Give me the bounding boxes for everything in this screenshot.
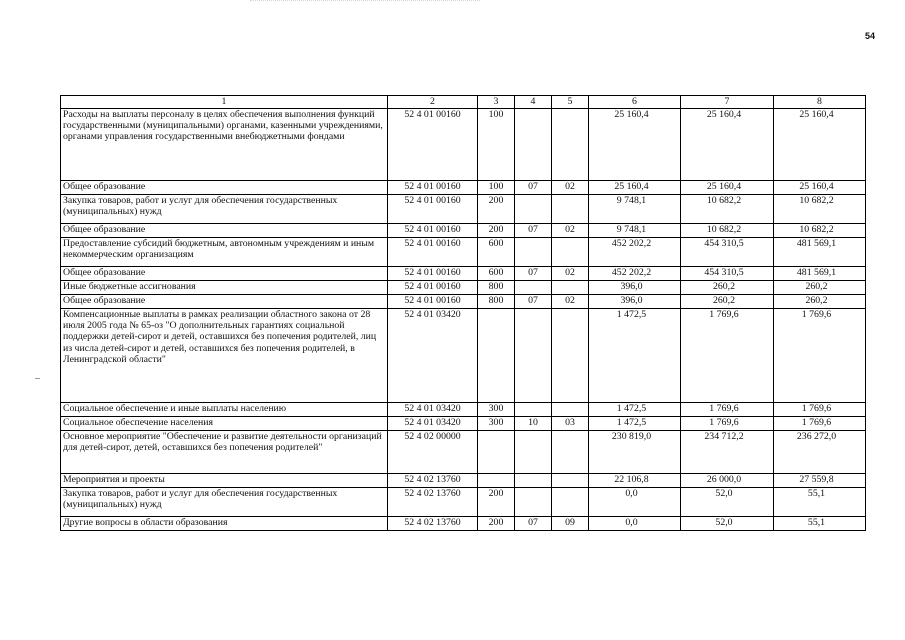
- amount-col8-cell: 481 569,1: [774, 238, 866, 267]
- subsection-cell: [552, 238, 589, 267]
- row-name-cell: Мероприятия и проекты: [61, 474, 388, 488]
- row-name-cell: Компенсационные выплаты в рамках реализации областного закона от 28 июля 2005 года № 65-оз "О дополнительных гарантиях социальной поддержки детей-сирот и детей, оставшихся без попечения родителей, лиц из числа детей-сирот и детей, оставшихся без попечения родителей, в Ленинградской области": [61, 309, 388, 403]
- row-name-cell: Социальное обеспечение и иные выплаты населению: [61, 403, 388, 417]
- expense-type-cell: 200: [478, 488, 515, 517]
- target-article-cell: 52 4 01 00160: [388, 238, 478, 267]
- subsection-cell: [552, 431, 589, 474]
- amount-col6-cell: 25 160,4: [589, 109, 681, 181]
- table-row: [61, 281, 866, 295]
- amount-col7-cell: 454 310,5: [681, 267, 774, 281]
- page-number: 54: [864, 31, 875, 41]
- section-cell: [515, 488, 552, 517]
- amount-col8-cell: 55,1: [774, 488, 866, 517]
- section-cell: 07: [515, 224, 552, 238]
- table-row: [61, 238, 866, 267]
- amount-col8-cell: 25 160,4: [774, 109, 866, 181]
- target-article-cell: 52 4 02 00000: [388, 431, 478, 474]
- scan-artifact: [35, 378, 40, 379]
- column-header: 8: [774, 96, 866, 109]
- target-article-cell: 52 4 01 03420: [388, 403, 478, 417]
- amount-col7-cell: 10 682,2: [681, 195, 774, 224]
- amount-col7-cell: 10 682,2: [681, 224, 774, 238]
- table-row: [61, 417, 866, 431]
- expense-type-cell: 200: [478, 517, 515, 531]
- row-name-cell: Предоставление субсидий бюджетным, автономным учреждениям и иным некоммерческим организациям: [61, 238, 388, 267]
- amount-col8-cell: 260,2: [774, 295, 866, 309]
- subsection-cell: 02: [552, 181, 589, 195]
- amount-col7-cell: 1 769,6: [681, 309, 774, 403]
- header-row: [61, 96, 866, 109]
- row-name-cell: Основное мероприятие "Обеспечение и развитие деятельности организаций для детей-сирот, детей, оставшихся без попечения родителей": [61, 431, 388, 474]
- amount-col7-cell: 25 160,4: [681, 109, 774, 181]
- section-cell: [515, 431, 552, 474]
- amount-col6-cell: 9 748,1: [589, 195, 681, 224]
- target-article-cell: 52 4 02 13760: [388, 517, 478, 531]
- expense-type-cell: 300: [478, 417, 515, 431]
- expense-type-cell: [478, 309, 515, 403]
- subsection-cell: 03: [552, 417, 589, 431]
- row-name-cell: Социальное обеспечение населения: [61, 417, 388, 431]
- section-cell: 07: [515, 267, 552, 281]
- amount-col8-cell: 260,2: [774, 281, 866, 295]
- expense-type-cell: 600: [478, 267, 515, 281]
- subsection-cell: [552, 474, 589, 488]
- amount-col8-cell: 481 569,1: [774, 267, 866, 281]
- section-cell: [515, 403, 552, 417]
- section-cell: [515, 238, 552, 267]
- target-article-cell: 52 4 01 03420: [388, 309, 478, 403]
- row-name-cell: Общее образование: [61, 224, 388, 238]
- section-cell: [515, 195, 552, 224]
- expense-type-cell: [478, 431, 515, 474]
- amount-col8-cell: 27 559,8: [774, 474, 866, 488]
- row-name-cell: Общее образование: [61, 267, 388, 281]
- amount-col6-cell: 452 202,2: [589, 267, 681, 281]
- amount-col6-cell: 0,0: [589, 488, 681, 517]
- amount-col6-cell: 230 819,0: [589, 431, 681, 474]
- column-header: 6: [589, 96, 681, 109]
- target-article-cell: 52 4 01 00160: [388, 224, 478, 238]
- expense-type-cell: 200: [478, 195, 515, 224]
- budget-table: [60, 95, 866, 531]
- subsection-cell: 02: [552, 295, 589, 309]
- row-name-cell: Общее образование: [61, 295, 388, 309]
- expense-type-cell: 800: [478, 295, 515, 309]
- subsection-cell: [552, 403, 589, 417]
- expense-type-cell: 800: [478, 281, 515, 295]
- amount-col7-cell: 234 712,2: [681, 431, 774, 474]
- amount-col6-cell: 25 160,4: [589, 181, 681, 195]
- amount-col6-cell: 1 472,5: [589, 417, 681, 431]
- row-name-cell: Закупка товаров, работ и услуг для обеспечения государственных (муниципальных) нужд: [61, 195, 388, 224]
- row-name-cell: Другие вопросы в области образования: [61, 517, 388, 531]
- expense-type-cell: [478, 474, 515, 488]
- section-cell: [515, 281, 552, 295]
- amount-col7-cell: 454 310,5: [681, 238, 774, 267]
- table-row: [61, 195, 866, 224]
- amount-col6-cell: 1 472,5: [589, 309, 681, 403]
- table-row: [61, 474, 866, 488]
- section-cell: [515, 474, 552, 488]
- section-cell: [515, 309, 552, 403]
- amount-col8-cell: 10 682,2: [774, 195, 866, 224]
- amount-col7-cell: 260,2: [681, 295, 774, 309]
- amount-col7-cell: 1 769,6: [681, 417, 774, 431]
- section-cell: 07: [515, 295, 552, 309]
- row-name-cell: Общее образование: [61, 181, 388, 195]
- table-row: [61, 403, 866, 417]
- section-cell: 07: [515, 181, 552, 195]
- row-name-cell: Расходы на выплаты персоналу в целях обеспечения выполнения функций государственными (муниципальными) органами, казенными учреждениями, органами управления государственными внебюджетными фондами: [61, 109, 388, 181]
- target-article-cell: 52 4 02 13760: [388, 474, 478, 488]
- subsection-cell: [552, 309, 589, 403]
- row-name-cell: Закупка товаров, работ и услуг для обеспечения государственных (муниципальных) нужд: [61, 488, 388, 517]
- target-article-cell: 52 4 01 00160: [388, 181, 478, 195]
- column-header: 4: [515, 96, 552, 109]
- column-header: 1: [61, 96, 388, 109]
- amount-col8-cell: 1 769,6: [774, 403, 866, 417]
- table-row: [61, 224, 866, 238]
- table-row: [61, 181, 866, 195]
- table-row: [61, 517, 866, 531]
- section-cell: [515, 109, 552, 181]
- amount-col7-cell: 52,0: [681, 517, 774, 531]
- section-cell: 10: [515, 417, 552, 431]
- amount-col7-cell: 1 769,6: [681, 403, 774, 417]
- amount-col7-cell: 25 160,4: [681, 181, 774, 195]
- target-article-cell: 52 4 01 00160: [388, 295, 478, 309]
- table-row: [61, 295, 866, 309]
- amount-col8-cell: 55,1: [774, 517, 866, 531]
- subsection-cell: [552, 109, 589, 181]
- amount-col6-cell: 396,0: [589, 295, 681, 309]
- section-cell: 07: [515, 517, 552, 531]
- subsection-cell: [552, 488, 589, 517]
- amount-col6-cell: 9 748,1: [589, 224, 681, 238]
- table-row: [61, 431, 866, 474]
- subsection-cell: 02: [552, 224, 589, 238]
- expense-type-cell: 600: [478, 238, 515, 267]
- subsection-cell: [552, 281, 589, 295]
- target-article-cell: 52 4 01 00160: [388, 109, 478, 181]
- table-row: [61, 109, 866, 181]
- amount-col8-cell: 1 769,6: [774, 417, 866, 431]
- subsection-cell: 09: [552, 517, 589, 531]
- table-row: [61, 309, 866, 403]
- table-row: [61, 267, 866, 281]
- target-article-cell: 52 4 01 03420: [388, 417, 478, 431]
- expense-type-cell: 100: [478, 109, 515, 181]
- amount-col8-cell: 1 769,6: [774, 309, 866, 403]
- column-header: 3: [478, 96, 515, 109]
- target-article-cell: 52 4 01 00160: [388, 267, 478, 281]
- amount-col6-cell: 0,0: [589, 517, 681, 531]
- amount-col7-cell: 26 000,0: [681, 474, 774, 488]
- row-name-cell: Иные бюджетные ассигнования: [61, 281, 388, 295]
- column-header: 5: [552, 96, 589, 109]
- amount-col7-cell: 260,2: [681, 281, 774, 295]
- subsection-cell: [552, 195, 589, 224]
- amount-col8-cell: 25 160,4: [774, 181, 866, 195]
- expense-type-cell: 200: [478, 224, 515, 238]
- column-header: 7: [681, 96, 774, 109]
- expense-type-cell: 300: [478, 403, 515, 417]
- amount-col6-cell: 452 202,2: [589, 238, 681, 267]
- amount-col8-cell: 236 272,0: [774, 431, 866, 474]
- amount-col6-cell: 22 106,8: [589, 474, 681, 488]
- amount-col6-cell: 1 472,5: [589, 403, 681, 417]
- target-article-cell: 52 4 01 00160: [388, 195, 478, 224]
- column-header: 2: [388, 96, 478, 109]
- target-article-cell: 52 4 01 00160: [388, 281, 478, 295]
- table-row: [61, 488, 866, 517]
- amount-col7-cell: 52,0: [681, 488, 774, 517]
- amount-col6-cell: 396,0: [589, 281, 681, 295]
- subsection-cell: 02: [552, 267, 589, 281]
- target-article-cell: 52 4 02 13760: [388, 488, 478, 517]
- expense-type-cell: 100: [478, 181, 515, 195]
- scan-artifact: [250, 0, 480, 4]
- amount-col8-cell: 10 682,2: [774, 224, 866, 238]
